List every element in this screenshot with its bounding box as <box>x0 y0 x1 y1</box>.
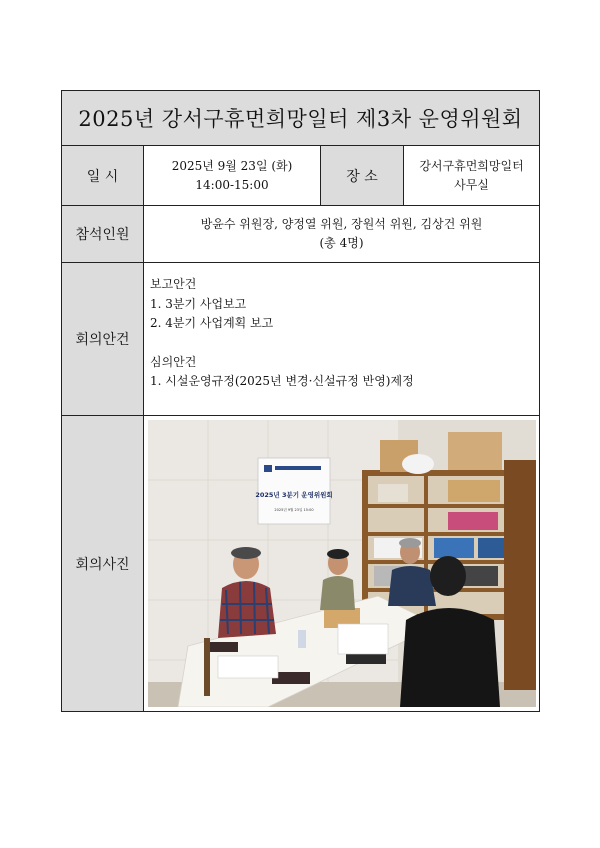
document-title: 2025년 강서구휴먼희망일터 제3차 운영위원회 <box>62 91 540 146</box>
bookshelf <box>362 470 518 620</box>
review-item: 1. 시설운영규정(2025년 변경·신설규정 반영)제정 <box>150 374 414 388</box>
place-label: 장 소 <box>321 146 404 206</box>
attendees-value <box>144 206 540 263</box>
review-heading: 심의안건 <box>150 354 197 369</box>
datetime-value <box>144 146 321 206</box>
datetime-label: 일 시 <box>62 146 144 206</box>
meeting-photo <box>148 420 536 707</box>
place-name: 강서구휴먼희망일터 <box>419 158 524 173</box>
report-item: 1. 3분기 사업보고 <box>150 296 247 311</box>
photo-cell <box>144 416 540 712</box>
meeting-time: 14:00-15:00 <box>195 177 269 192</box>
agenda-content <box>144 263 540 416</box>
agenda-label: 회의안건 <box>62 263 144 416</box>
photo-label: 회의사진 <box>62 416 144 712</box>
attendees-label: 참석인원 <box>62 206 144 263</box>
report-item: 2. 4분기 사업계획 보고 <box>150 316 274 330</box>
place-value <box>404 146 540 206</box>
report-heading: 보고안건 <box>150 277 197 291</box>
minutes-table <box>61 90 540 712</box>
banner-title: 2025년 3분기 운영위원회 <box>255 491 333 499</box>
place-room: 사무실 <box>454 177 489 192</box>
meeting-banner <box>255 458 332 524</box>
meeting-date: 2025년 9월 23일 (화) <box>171 158 293 173</box>
meeting-minutes-document <box>61 90 539 712</box>
attendee-names: 방윤수 위원장, 양정열 위원, 장원석 위원, 김상건 위원 <box>200 217 483 231</box>
attendee-total: (총 4명) <box>319 236 364 250</box>
banner-subtitle: 2025년 9월 23일 15:00 <box>274 508 314 512</box>
